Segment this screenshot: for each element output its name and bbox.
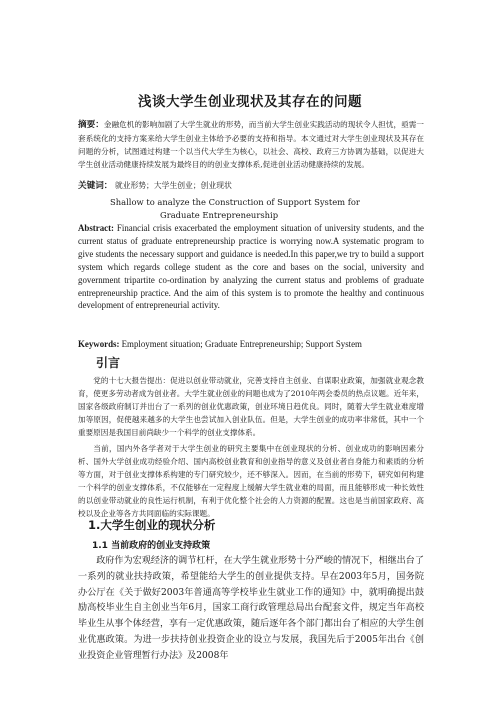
english-title: [110, 196, 410, 222]
section-1-heading: 1.大学生创业的现状分析: [88, 518, 216, 532]
keywords-cn: [78, 180, 424, 192]
abstract-en-label: Abstract:: [78, 223, 114, 233]
abstract-cn-label: 摘要：: [78, 120, 104, 130]
section-1-1-heading: 1.1 当前政府的创业支持政策: [92, 541, 211, 551]
intro-paragraph-1: 党的十七大报告提出：促进以创业带动就业，完善支持自主创业、自谋职业政策，加强就业观念教育，使更多劳动者成为创业者。大学生就业创业的问题也成为了2010年两会委员的热点议题。近年来，国家各级政府制订并出台了一系列的创业优惠政策，创业环境日趋优良。同时，随着大学生就业难度增加等原因，促使越来越多的大学生也尝试加入创业队伍。但是，大学生创业的成功率非常低，其中一个重要原因是我国目前尚缺少一个科学的创业支撑体系。: [78, 376, 424, 438]
abstract-en: [78, 222, 424, 312]
abstract-cn: [78, 118, 424, 171]
paper-title: 浅谈大学生创业现状及其存在的问题: [138, 94, 362, 110]
abstract-en-text: Financial crisis exacerbated the employment situation of university students, and the current status of graduate entrepreneurship practice is worrying now.A systematic program to give students the necessary support and guidance is needed.In this paper,we try to build a support system which regards college student as the core and bases on the social, university and government tripartite co-ordination by analyzing the current status and problems of graduate entrepreneurship practice. And the aim of this system is to promote the healthy and continuous development of entrepreneurial activity.: [78, 223, 424, 311]
keywords-en-label: Keywords:: [78, 339, 120, 349]
keywords-en: [78, 338, 424, 350]
intro-heading: 引言: [96, 356, 121, 370]
english-title-line1: Shallow to analyze the Construction of Support System for: [110, 197, 360, 207]
section-1-1-paragraph: 政府作为宏观经济的调节杠杆，在大学生就业形势十分严峻的情况下，相继出台了一系列的就业扶持政策，希望能给大学生的创业提供支持。早在2003年5月，国务院办公厅在《关于做好2003年普通高等学校毕业生就业工作的通知》中，就明确提出鼓励高校毕业生自主创业当年6月，国家工商行政管理总局出台配套文件，规定当年高校毕业生从事个体经营，享有一定优惠政策，随后逐年各个部门都出台了相应的大学生创业优惠政策。为进一步扶持创业投资企业的设立与发展，我国先后于2005年出台《创业投资企业管理暂行办法》及2008年: [78, 556, 424, 661]
english-title-line2: Graduate Entrepreneurship: [160, 210, 279, 220]
intro-paragraph-2: 当前，国内外各学者对于大学生创业的研究主要集中在创业现状的分析、创业成功的影响因素分析、国外大学创业成功经验介绍、国内高校创业教育和创业指导的意义及创业者自身能力和素质的分析等方面，对于创业支撑体系构建的专门研究较少，还不够深入。因而，在当前的形势下，研究如何构建一个科学的创业支撑体系，不仅能够在一定程度上缓解大学生就业难的局面，而且能够形成一种长效性的以创业带动就业的良性运行机制，有利于优化整个社会的人力资源的配置。这也是当前国家政府、高校以及企业等各方共同面临的实际课题。: [78, 444, 424, 519]
keywords-en-text: Employment situation; Graduate Entrepreneurship; Support System: [121, 339, 362, 349]
keywords-cn-text: 就业形势；大学生创业；创业现状: [114, 181, 232, 190]
abstract-cn-text: 金融危机的影响加剧了大学生就业的形势，而当前大学生创业实践活动的现状令人担忧，亟需一套系统化的支持方案来给大学生创业主体给予必要的支持和指导。本文通过对大学生创业现状及其存在问题的分析，试图通过构建一个以当代大学生为核心，以社会、高校、政府三方协调为基础，以促进大学生创业活动健康持续发展为最终目的的创业支撑体系,促进创业活动健康持续的发展。: [78, 120, 424, 169]
keywords-cn-label: 关键词：: [78, 181, 113, 191]
